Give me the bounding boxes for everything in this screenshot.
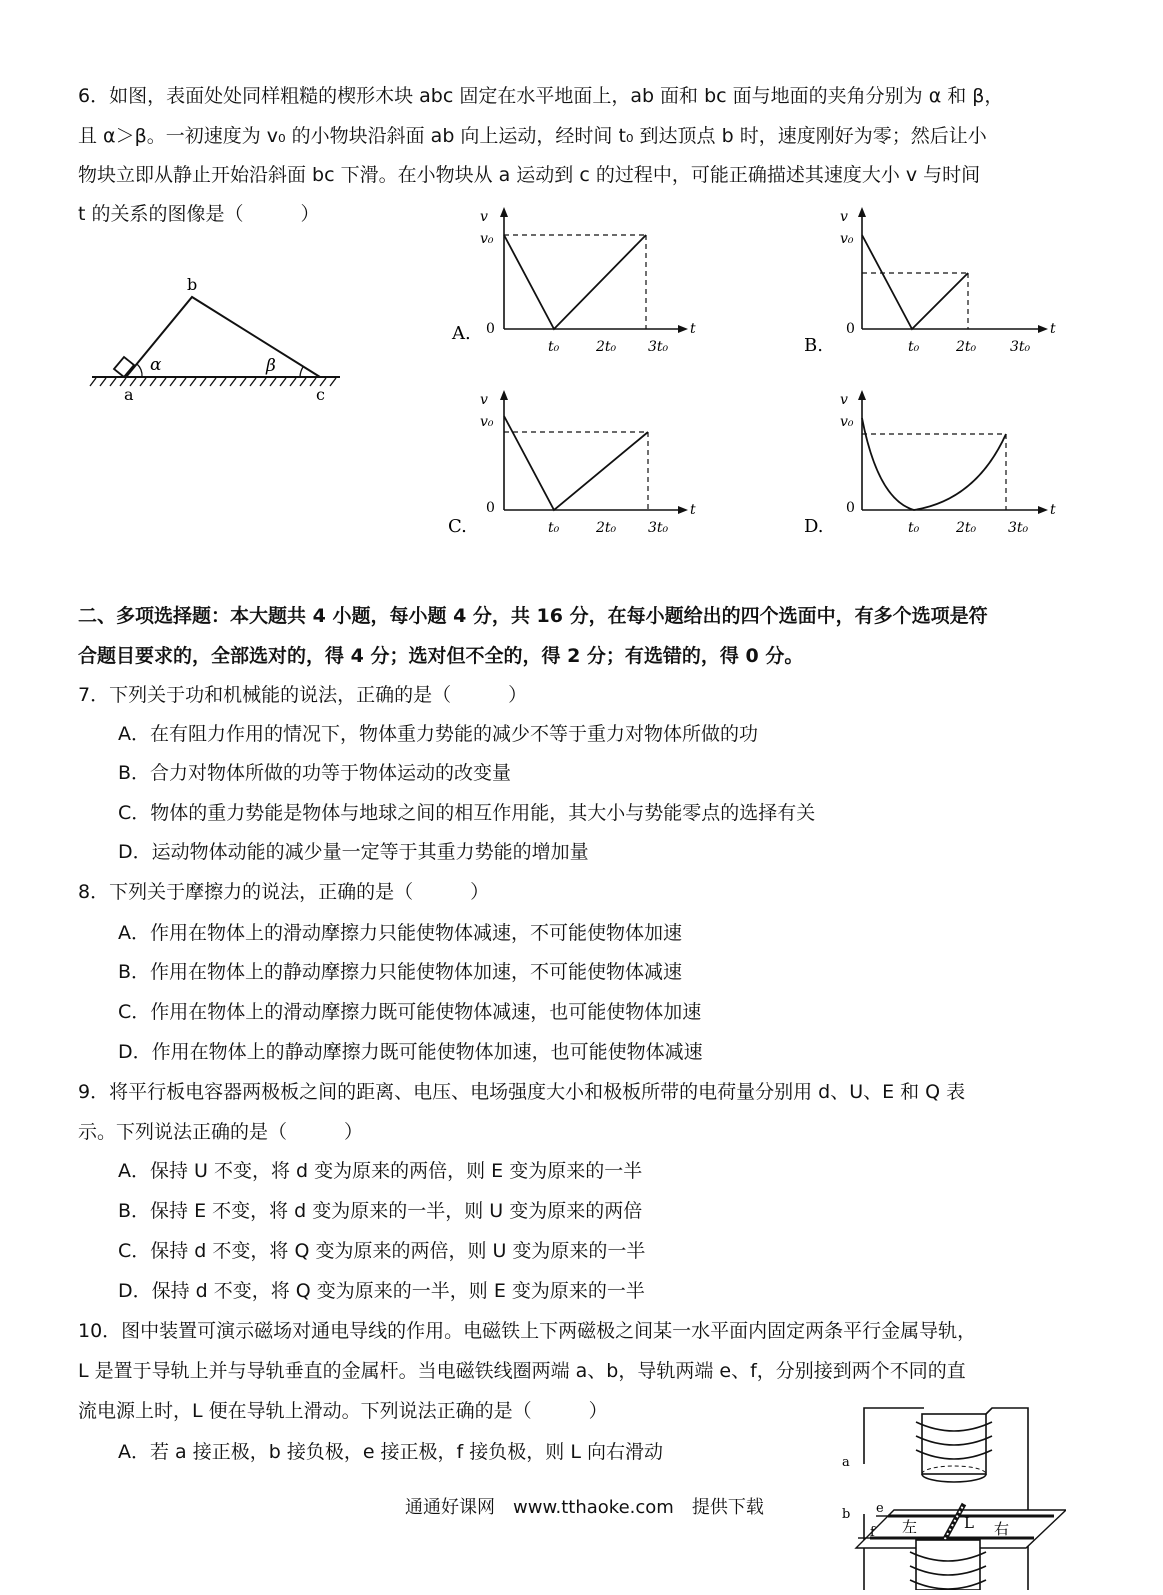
- section2-line1: 二、多项选择题：本大题共 4 小题，每小题 4 分，共 16 分，在每小题给出的四个选面中，有多个选项是符: [78, 605, 988, 627]
- graph-b-zero: 0: [846, 321, 855, 337]
- graph-d-t2: 2t₀: [956, 520, 977, 536]
- graph-a-v: v: [480, 209, 488, 225]
- graph-b: [800, 205, 1070, 365]
- q8-option-d: D．作用在物体上的静动摩擦力既可能使物体加速，也可能使物体减速: [118, 1041, 703, 1063]
- q8-option-c: C．作用在物体上的滑动摩擦力既可能使物体减速，也可能使物体加速: [118, 1001, 702, 1023]
- wedge-figure: [88, 270, 348, 410]
- graph-c-zero: 0: [486, 500, 495, 516]
- graph-b-t: t: [1050, 321, 1056, 337]
- q9-option-d: D．保持 d 不变，将 Q 变为原来的一半，则 E 变为原来的一半: [118, 1280, 645, 1302]
- q10-option-a: A．若 a 接正极，b 接负极，e 接正极，f 接负极，则 L 向右滑动: [118, 1441, 663, 1463]
- graph-b-v: v: [840, 209, 848, 225]
- q7-stem: 7．下列关于功和机械能的说法，正确的是（ ）: [78, 684, 528, 706]
- graph-a-v0: v₀: [480, 231, 494, 247]
- q7-option-d: D．运动物体动能的减少量一定等于其重力势能的增加量: [118, 841, 589, 863]
- graph-d-v: v: [840, 392, 848, 408]
- graph-d-label: D.: [804, 516, 824, 537]
- graph-c-t0: t₀: [548, 520, 560, 536]
- graph-c-t: t: [690, 502, 696, 518]
- graph-b-t0: t₀: [908, 339, 920, 355]
- graph-a-t3: 3t₀: [648, 339, 669, 355]
- graph-b-v0: v₀: [840, 231, 854, 247]
- graph-a-zero: 0: [486, 321, 495, 337]
- q7-option-a: A．在有阻力作用的情况下，物体重力势能的减少不等于重力对物体所做的功: [118, 723, 758, 745]
- graph-d-zero: 0: [846, 500, 855, 516]
- footer-watermark: 通通好课网 www.tthaoke.com 提供下载: [405, 1497, 764, 1518]
- wedge-label-c: c: [316, 385, 325, 404]
- q7-option-c: C．物体的重力势能是物体与地球之间的相互作用能，其大小与势能零点的选择有关: [118, 802, 816, 824]
- fig-label-e: e: [876, 1501, 884, 1516]
- wedge-label-a: a: [124, 385, 134, 404]
- graph-b-t2: 2t₀: [956, 339, 977, 355]
- graph-c-v: v: [480, 392, 488, 408]
- graph-c-t2: 2t₀: [596, 520, 617, 536]
- q9-line1: 9．将平行板电容器两极板之间的距离、电压、电场强度大小和极板所带的电荷量分别用 d、U、E 和 Q 表: [78, 1081, 966, 1103]
- wedge-label-alpha: α: [150, 355, 162, 375]
- fig-label-l: L: [964, 1514, 974, 1532]
- wedge-label-b: b: [187, 275, 198, 294]
- graph-a-t: t: [690, 321, 696, 337]
- fig-label-f: f: [870, 1525, 875, 1540]
- q10-line2: L 是置于导轨上并与导轨垂直的金属杆。当电磁铁线圈两端 a、b，导轨两端 e、f，分别接到两个不同的直: [78, 1360, 966, 1382]
- graph-a-label: A.: [452, 323, 471, 344]
- graph-a: [440, 205, 710, 365]
- graph-d: [800, 388, 1070, 548]
- section2-line2: 合题目要求的，全部选对的，得 4 分；选对但不全的，得 2 分；有选错的，得 0 分。: [78, 645, 804, 667]
- q9-line2: 示。下列说法正确的是（ ）: [78, 1121, 364, 1143]
- q10-line1: 10．图中装置可演示磁场对通电导线的作用。电磁铁上下两磁极之间某一水平面内固定两条平行金属导轨，: [78, 1320, 977, 1342]
- q6-line2: 且 α＞β。一初速度为 v₀ 的小物块沿斜面 ab 向上运动，经时间 t₀ 到达顶点 b 时，速度刚好为零；然后让小: [78, 125, 987, 147]
- graph-c-label: C.: [448, 516, 467, 537]
- q8-option-b: B．作用在物体上的静动摩擦力只能使物体加速，不可能使物体减速: [118, 961, 683, 983]
- graph-b-label: B.: [804, 335, 823, 356]
- graph-d-t: t: [1050, 502, 1056, 518]
- fig-label-right: 右: [994, 1520, 1010, 1538]
- q7-option-b: B．合力对物体所做的功等于物体运动的改变量: [118, 762, 512, 784]
- graph-d-t0: t₀: [908, 520, 920, 536]
- fig-label-left: 左: [902, 1518, 918, 1536]
- q8-option-a: A．作用在物体上的滑动摩擦力只能使物体减速，不可能使物体加速: [118, 922, 682, 944]
- q9-option-b: B．保持 E 不变，将 d 变为原来的一半，则 U 变为原来的两倍: [118, 1200, 643, 1222]
- q6-line1: 6．如图，表面处处同样粗糙的楔形木块 abc 固定在水平地面上，ab 面和 bc 面与地面的夹角分别为 α 和 β，: [78, 85, 1004, 107]
- q9-option-a: A．保持 U 不变，将 d 变为原来的两倍，则 E 变为原来的一半: [118, 1160, 643, 1182]
- graph-c-v0: v₀: [480, 414, 494, 430]
- graph-c-t3: 3t₀: [648, 520, 669, 536]
- electromagnet-figure: [836, 1400, 1066, 1590]
- q10-line3: 流电源上时，L 便在导轨上滑动。下列说法正确的是（ ）: [78, 1400, 608, 1422]
- fig-label-b: b: [842, 1507, 851, 1522]
- graph-d-t3: 3t₀: [1008, 520, 1029, 536]
- q6-line4: t 的关系的图像是（ ）: [78, 203, 320, 225]
- graph-c: [440, 388, 710, 548]
- fig-label-a: a: [842, 1455, 850, 1470]
- wedge-label-beta: β: [266, 356, 276, 376]
- q6-line3: 物块立即从静止开始沿斜面 bc 下滑。在小物块从 a 运动到 c 的过程中，可能正确描述其速度大小 v 与时间: [78, 164, 981, 186]
- graph-b-t3: 3t₀: [1010, 339, 1031, 355]
- graph-a-t2: 2t₀: [596, 339, 617, 355]
- graph-d-v0: v₀: [840, 414, 854, 430]
- q9-option-c: C．保持 d 不变，将 Q 变为原来的两倍，则 U 变为原来的一半: [118, 1240, 646, 1262]
- q8-stem: 8．下列关于摩擦力的说法，正确的是（ ）: [78, 881, 490, 903]
- graph-a-t0: t₀: [548, 339, 560, 355]
